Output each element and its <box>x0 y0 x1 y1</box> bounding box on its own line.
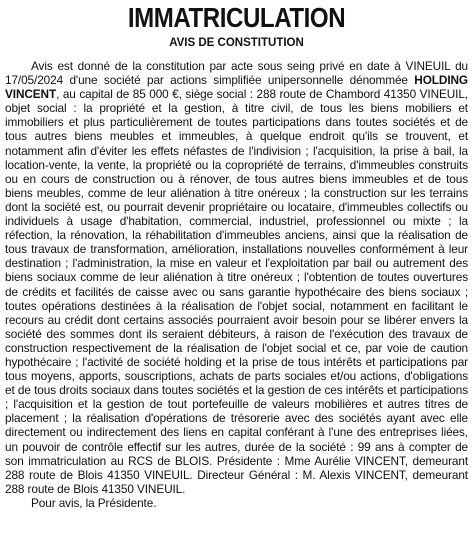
notice-text-details: , au capital de 85 000 €, siège social : 288 route de Chambord 41350 VINEUIL, objet social : la propriété et la gestion, à titre civil, de tous les biens mobiliers et immobiliers et plus particulièrement de toutes participations dans toutes sociétés et de tous autres biens meubles et immeubles, à quelque endroit qu'ils se trouvent, et notamment afin d'éviter les effets néfastes de l'indivision ; l'acquisition, la prise à bail, la location-vente, la vente, la propriété ou la copropriété de terrains, d'immeubles construits ou en cours de construction ou à rénover, de tous autres biens immeubles et de tous biens meubles, comme de leur aliénation à titre onéreux ; la construction sur les terrains dont la société est, ou pourrait devenir propriétaire ou locataire, d'immeubles collectifs ou individuels à usage d'habitation, commercial, industriel, professionnel ou mixte ; la réfection, la rénovation, la réhabilitation d'immeubles anciens, ainsi que la réalisation de tous travaux de transformation, amélioration, installations nouvelles conformément à leur destination ; l'administration, la mise en valeur et l'exploitation par bail ou autrement des biens sociaux comme de leur aliénation à titre onéreux ; l'obtention de toutes ouvertures de crédits et facilités de caisse avec ou sans garantie hypothécaire des biens sociaux ; toutes opérations destinées à la réalisation de l'objet social, notamment en facilitant le recours au crédit dont certains associés pourraient avoir besoin pour se libérer envers la société des sommes dont ils seraient débiteurs, à raison de l'exécution des travaux de construction respectivement de la réalisation de l'objet social et ce, par voie de caution hypothécaire ; l'activité de société holding et la prise de tous intérêts et participations par tous moyens, apports, souscriptions, achats de parts sociales et/ou actions, d'obligations et de tous droits sociaux dans toutes sociétés et la gestion de ces intérêts et participations ; l'acquisition et la gestion de tout portefeuille de valeurs mobilières et autres titres de placement ; la réalisation d'opérations de trésorerie avec des sociétés ayant avec elle directement ou indirectement des liens en capital conférant à l'une des entreprises liées, un pouvoir de contrôle effectif sur les autres, durée de la société : 99 ans à compter de son immatriculation au RCS de BLOIS. Présidente : Mme Aurélie VINCENT, demeurant 288 route de Blois 41350 VINEUIL. Directeur Général : M. Alexis VINCENT, demeurant 288 route de Blois 41350 VINEUIL. <box>5 87 468 496</box>
notice-text-intro: Avis est donné de la constitution par acte sous seing privé en date à VINEUIL du 17/05/2024 d'une société par actions simplifiée unipersonnelle dénommée <box>5 59 468 88</box>
notice-title: AVIS DE CONSTITUTION <box>169 37 304 49</box>
notice-body <box>5 59 468 510</box>
notice-paragraph <box>5 59 468 496</box>
section-banner: IMMATRICULATION <box>127 2 346 33</box>
notice-closing: Pour avis, la Présidente. <box>31 495 157 510</box>
company-name: HOLDING VINCENT <box>5 73 468 102</box>
